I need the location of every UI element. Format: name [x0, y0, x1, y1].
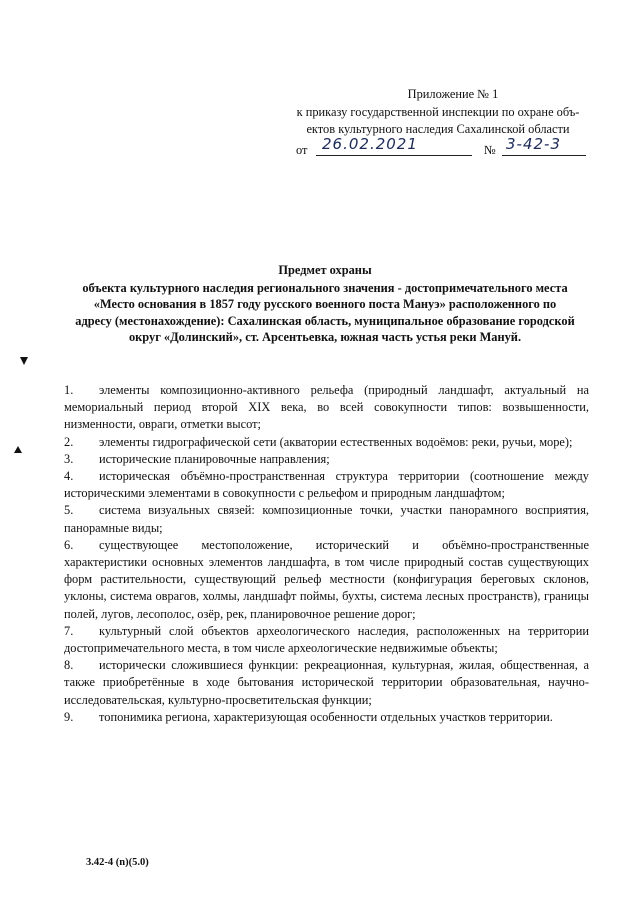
protection-items-list	[64, 382, 589, 726]
appendix-header	[288, 86, 588, 160]
item-text: система визуальных связей: композиционные точки, участки панорамного восприятия, панорамные виды;	[64, 503, 589, 535]
date-prefix: от	[296, 142, 308, 157]
number-prefix: №	[484, 142, 496, 157]
appendix-line-2: ектов культурного наследия Сахалинской области	[306, 122, 570, 136]
item-text: культурный слой объектов археологического наследия, расположенных на территории достопримечательного места, в том числе археологические недвижимые объекты;	[64, 623, 589, 656]
item-number: 5.	[64, 503, 74, 518]
item-text: элементы композиционно-активного рельефа (природный ландшафт, актуальный на мемориальный период второй XIX века, во всей совокупности типов: возвышенности, низменности, овраги, отметки высот;	[64, 383, 589, 432]
list-item	[64, 537, 589, 623]
margin-mark-icon	[14, 446, 22, 453]
list-item	[64, 502, 589, 536]
appendix-title: Приложение № 1	[407, 87, 499, 101]
list-item	[64, 623, 589, 657]
item-text: историческая объёмно-пространственная структура территории (соотношение между историческими элементами в совокупности с рельефом и природным ландшафтом;	[64, 469, 589, 501]
date-handwritten: 26.02.2021	[316, 136, 472, 156]
list-item	[64, 382, 589, 434]
margin-mark-icon	[20, 357, 28, 365]
title-line-2: «Место основания в 1857 году русского военного поста Мануэ» расположенного по	[93, 297, 557, 311]
item-text: исторически сложившиеся функции: рекреационная, культурная, жилая, общественная, а также приобретённые в ходе бытования исторической территории образовательная, научно-исследовательская, культурно-просветительская функции;	[64, 658, 589, 707]
item-number: 9.	[64, 709, 74, 724]
item-number: 6.	[64, 537, 74, 552]
number-handwritten: 3-42-3	[502, 136, 586, 156]
list-item	[64, 709, 589, 726]
title-line-3: адресу (местонахождение): Сахалинская область, муниципальное образование городской	[75, 313, 575, 328]
item-text: элементы гидрографической сети (акватории естественных водоёмов: реки, ручьи, море);	[99, 434, 573, 449]
document-code: 3.42-4 (n)(5.0)	[86, 857, 149, 868]
item-text: топонимика региона, характеризующая особенности отдельных участков территории.	[99, 709, 553, 724]
list-item	[64, 434, 589, 451]
title-line-1: объекта культурного наследия регионального значения - достопримечательного места	[82, 280, 568, 295]
item-text: исторические планировочные направления;	[99, 451, 330, 466]
list-item	[64, 468, 589, 502]
item-number: 8.	[64, 658, 74, 673]
list-item	[64, 657, 589, 709]
appendix-date-row	[288, 134, 588, 160]
item-number: 7.	[64, 623, 74, 638]
title-line-4: округ «Долинский», ст. Арсентьевка, южная часть устья реки Мануй.	[128, 330, 522, 344]
item-text: существующее местоположение, исторический и объёмно-пространственные характеристики основных элементов ландшафта, в том числе природный состав существующих форм растительности, существующий рельеф местности (конфигурация береговых склонов, уклоны, система оврагов, холмы, ландшафт поймы, бухты, система лесных пространств), границы полей, лугов, лесополос, озёр, рек, планировочное решение дорог;	[64, 537, 589, 621]
item-number: 2.	[64, 434, 74, 449]
document-title	[60, 262, 590, 346]
item-number: 3.	[64, 451, 74, 466]
title-heading: Предмет охраны	[278, 263, 372, 277]
list-item	[64, 451, 589, 468]
item-number: 4.	[64, 469, 74, 484]
item-number: 1.	[64, 383, 74, 397]
appendix-line-1: к приказу государственной инспекции по охране объ-	[296, 104, 580, 119]
